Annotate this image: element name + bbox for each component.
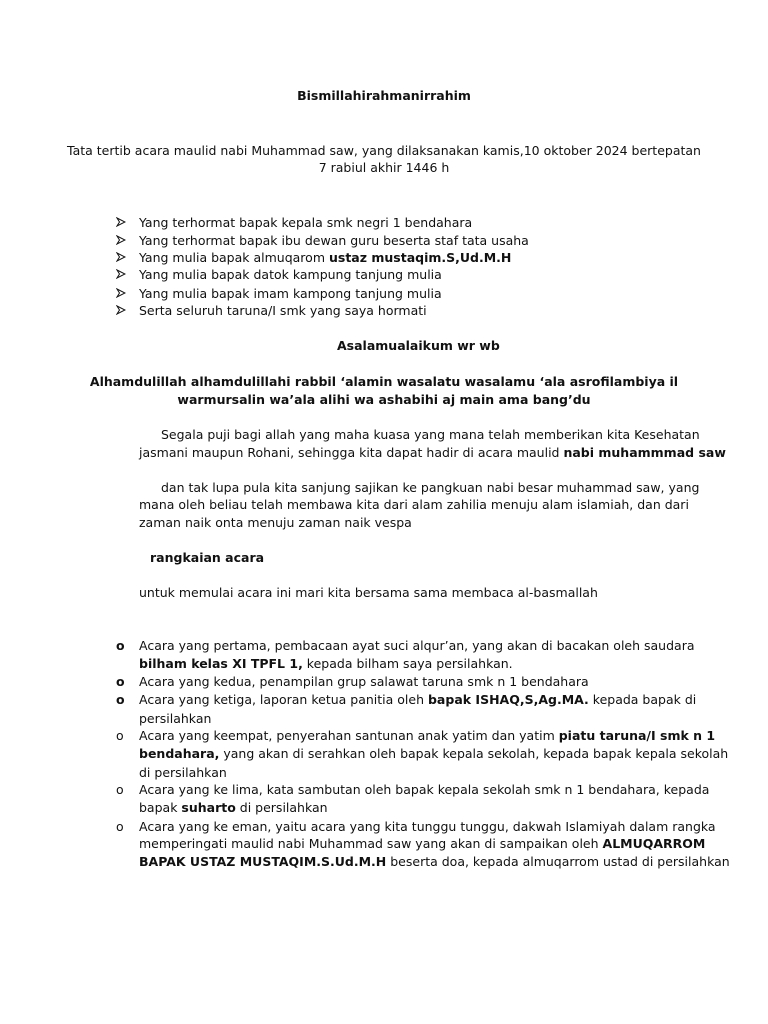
circle-bullet-icon: o <box>116 728 124 743</box>
agenda-1-bold: bilham kelas XI TPFL 1, <box>139 656 303 671</box>
agenda-1-text: kepada bilham saya persilahkan. <box>302 656 513 671</box>
circle-bullet-icon: o <box>116 638 125 653</box>
arrow-bullet-icon <box>116 232 126 250</box>
greeting-text: Yang terhormat bapak ibu dewan guru beserta staf tata usaha <box>139 233 529 248</box>
greeting-text: Yang mulia bapak imam kampong tanjung mulia <box>139 286 442 301</box>
intro-line-2: 7 rabiul akhir 1446 h <box>318 160 450 175</box>
agenda-4-text: Acara yang keempat, penyerahan santunan anak yatim dan yatim <box>139 728 559 743</box>
agenda-4-line-3: di persilahkan <box>139 765 227 780</box>
intro-line-1: Tata tertib acara maulid nabi Muhammad saw, yang dilaksanakan kamis,10 oktober 2024 bertepatan <box>67 143 701 158</box>
para2-line-1: dan tak lupa pula kita sanjung sajikan ke pangkuan nabi besar muhammad saw, yang <box>161 480 700 495</box>
agenda-5-line-1: Acara yang ke lima, kata sambutan oleh bapak kepala sekolah smk n 1 bendahara, kepada <box>139 782 710 797</box>
agenda-3-line-1 <box>139 691 696 709</box>
greeting-text: Serta seluruh taruna/I smk yang saya hormati <box>139 303 427 318</box>
para1-line-2 <box>139 444 726 462</box>
para1-bold-name: nabi muhammmad saw <box>563 445 726 460</box>
agenda-4-line-1 <box>139 727 715 745</box>
agenda-5-bold: suharto <box>181 800 236 815</box>
doa-line-2: warmursalin wa’ala alihi wa ashabihi aj main ama bang’du <box>177 392 591 407</box>
agenda-5-line-2 <box>139 799 328 817</box>
circle-bullet-icon: o <box>116 674 125 689</box>
agenda-5-text-end: di persilahkan <box>235 800 328 815</box>
agenda-4-bold: piatu taruna/I smk n 1 <box>558 728 716 743</box>
doa-line-1: Alhamdulillah alhamdulillahi rabbil ‘alamin wasalatu wasalamu ‘ala asrofilambiya il <box>89 374 679 389</box>
para1-line-1: Segala puji bagi allah yang maha kuasa yang mana telah memberikan kita Kesehatan <box>161 427 700 442</box>
agenda-5-text: bapak <box>139 800 182 815</box>
agenda-4-bold-2: bendahara, <box>139 746 220 761</box>
agenda-6-bold: ALMUQARROM <box>602 836 706 851</box>
agenda-4-line-2 <box>139 745 728 763</box>
greeting-text: Yang terhormat bapak kepala smk negri 1 bendahara <box>139 215 473 230</box>
document-title: Bismillahirahmanirrahim <box>297 88 471 103</box>
agenda-4-text-2: yang akan di serahkan oleh bapak kepala sekolah, kepada bapak kepala sekolah <box>219 746 729 761</box>
agenda-3-text: Acara yang ketiga, laporan ketua panitia oleh <box>139 692 428 707</box>
circle-bullet-icon: o <box>116 819 124 834</box>
arrow-bullet-icon <box>116 302 126 320</box>
agenda-2-line-1: Acara yang kedua, penampilan grup salawat taruna smk n 1 bendahara <box>139 674 589 689</box>
agenda-6-line-2 <box>139 835 705 853</box>
greeting-line <box>139 249 511 267</box>
agenda-6-text-2: beserta doa, kepada almuqarrom ustad di persilahkan <box>386 854 730 869</box>
agenda-1-line-2 <box>139 655 513 673</box>
salam-heading: Asalamualaikum wr wb <box>337 338 500 353</box>
agenda-6-text: memperingati maulid nabi Muhammad saw yang akan di sampaikan oleh <box>139 836 603 851</box>
opening-text: untuk memulai acara ini mari kita bersama sama membaca al-basmallah <box>139 585 598 600</box>
arrow-bullet-icon <box>116 266 126 284</box>
greeting-text: Yang mulia bapak almuqarom <box>139 250 329 265</box>
para1-text: jasmani maupun Rohani, sehingga kita dapat hadir di acara maulid <box>139 445 564 460</box>
circle-bullet-icon: o <box>116 782 124 797</box>
arrow-bullet-icon <box>116 285 126 303</box>
greeting-text: Yang mulia bapak datok kampung tanjung mulia <box>139 267 442 282</box>
agenda-6-line-3 <box>139 853 730 871</box>
agenda-6-bold-2: BAPAK USTAZ MUSTAQIM.S.Ud.M.H <box>139 854 387 869</box>
agenda-1-line-1: Acara yang pertama, pembacaan ayat suci alqur’an, yang akan di bacakan oleh saudara <box>139 638 695 653</box>
para2-line-2: mana oleh beliau telah membawa kita dari alam zahilia menuju alam islamiah, dan dari <box>139 497 689 512</box>
arrow-bullet-icon <box>116 249 126 267</box>
agenda-3-bold: bapak ISHAQ,S,Ag.MA. <box>427 692 589 707</box>
greeting-bold-name: ustaz mustaqim.S,Ud.M.H <box>328 250 512 265</box>
agenda-3-text-end: kepada bapak di <box>588 692 697 707</box>
para2-line-3: zaman naik onta menuju zaman naik vespa <box>139 515 412 530</box>
agenda-3-line-2: persilahkan <box>139 711 212 726</box>
circle-bullet-icon: o <box>116 692 125 707</box>
rangkaian-heading: rangkaian acara <box>150 550 265 565</box>
arrow-bullet-icon <box>116 214 126 232</box>
agenda-6-line-1: Acara yang ke eman, yaitu acara yang kita tunggu tunggu, dakwah Islamiyah dalam rangka <box>139 819 716 834</box>
